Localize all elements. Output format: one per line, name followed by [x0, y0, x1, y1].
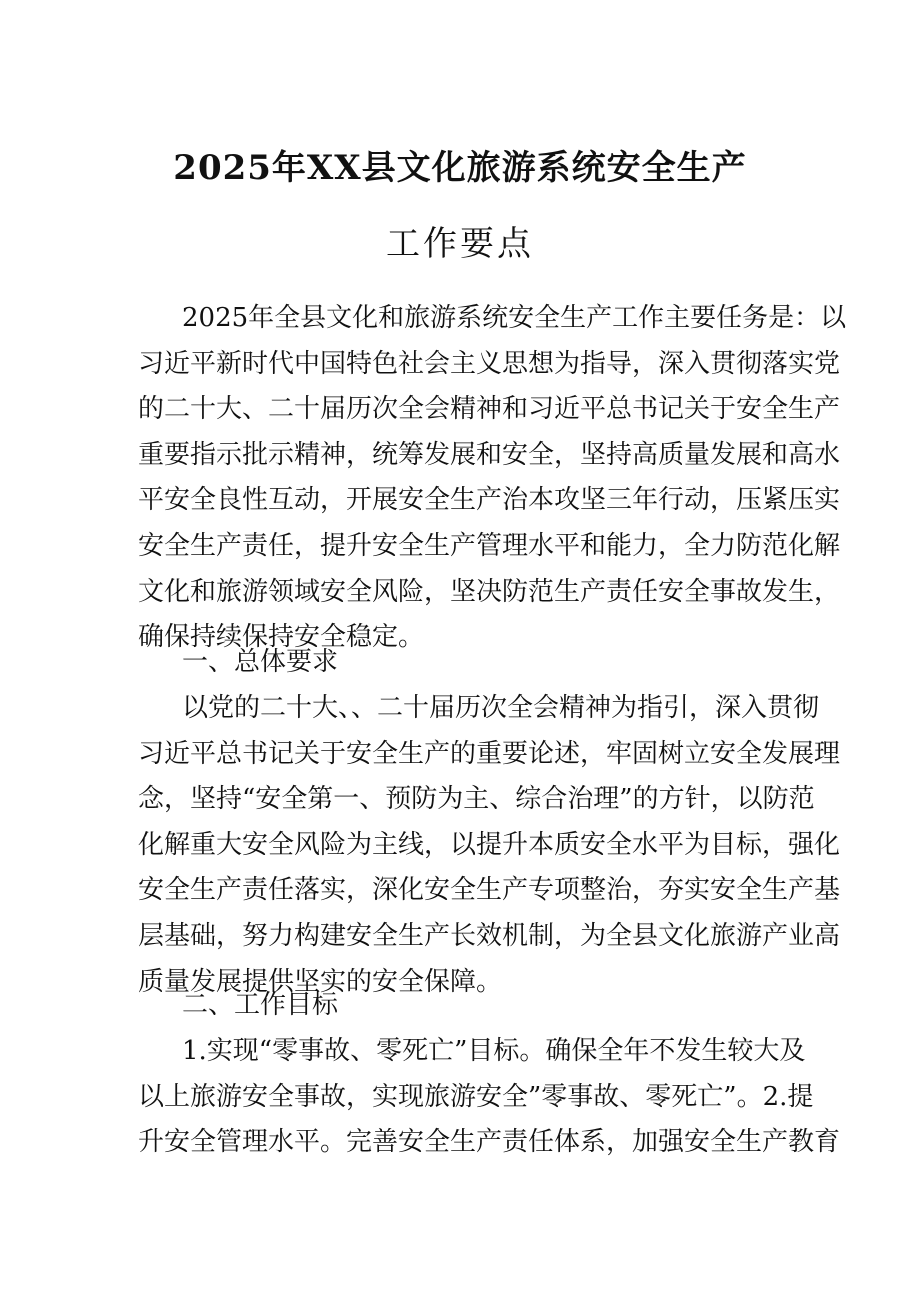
- section-heading-text: 一、总体要求: [182, 647, 339, 677]
- paragraph-line: 确保持续保持安全稳定。: [138, 622, 425, 653]
- section-heading-work-goals: [138, 983, 798, 1029]
- paragraph-line: 层基础，努力构建安全生产长效机制，为全县文化旅游产业高: [138, 920, 841, 951]
- paragraph-line: 化解重大安全风险为主线，以提升本质安全水平为目标，强化: [138, 829, 841, 860]
- intro-paragraph: [138, 296, 847, 661]
- paragraph-line: 1.实现“零事故、零死亡”目标。确保全年不发生较大及: [182, 1036, 806, 1066]
- paragraph-line: 以党的二十大、、二十届历次全会精神为指引，深入贯彻: [182, 693, 820, 723]
- paragraph-line: 质量发展提供坚实的安全保障。: [138, 966, 503, 997]
- paragraph-line: 念，坚持“安全第一、预防为主、综合治理”的方针，以防范: [138, 784, 815, 815]
- paragraph-line: 习近平总书记关于安全生产的重要论述，牢固树立安全发展理: [138, 738, 841, 769]
- paragraph-line: 重要指示批示精神，统筹发展和安全，坚持高质量发展和高水: [138, 439, 841, 470]
- section-heading-overall-requirements: [138, 640, 798, 686]
- work-goals-paragraph: [138, 1029, 841, 1166]
- document-title: 2025年XX县文化旅游系统安全生产: [173, 148, 747, 188]
- paragraph-line: 平安全良性互动，开展安全生产治本攻坚三年行动，压紧压实: [138, 485, 841, 516]
- paragraph-line: 以上旅游安全事故，实现旅游安全”零事故、零死亡”。2.提: [138, 1081, 814, 1112]
- paragraph-line: 安全生产责任，提升安全生产管理水平和能力，全力防范化解: [138, 530, 841, 561]
- overall-requirements-paragraph: [138, 686, 841, 1005]
- paragraph-line: 2025年全县文化和旅游系统安全生产工作主要任务是：以: [182, 303, 847, 333]
- paragraph-line: 文化和旅游领域安全风险，坚决防范生产责任安全事故发生，: [138, 576, 841, 607]
- paragraph-line: 安全生产责任落实，深化安全生产专项整治，夯实安全生产基: [138, 875, 841, 906]
- section-heading-text: 二、工作目标: [182, 990, 339, 1020]
- paragraph-line: 升安全管理水平。完善安全生产责任体系，加强安全生产教育: [138, 1127, 841, 1158]
- paragraph-line: 的二十大、二十届历次全会精神和习近平总书记关于安全生产: [138, 394, 841, 425]
- paragraph-line: 习近平新时代中国特色社会主义思想为指导，深入贯彻落实党: [138, 348, 841, 379]
- document-title-continued: 工作要点: [386, 224, 534, 264]
